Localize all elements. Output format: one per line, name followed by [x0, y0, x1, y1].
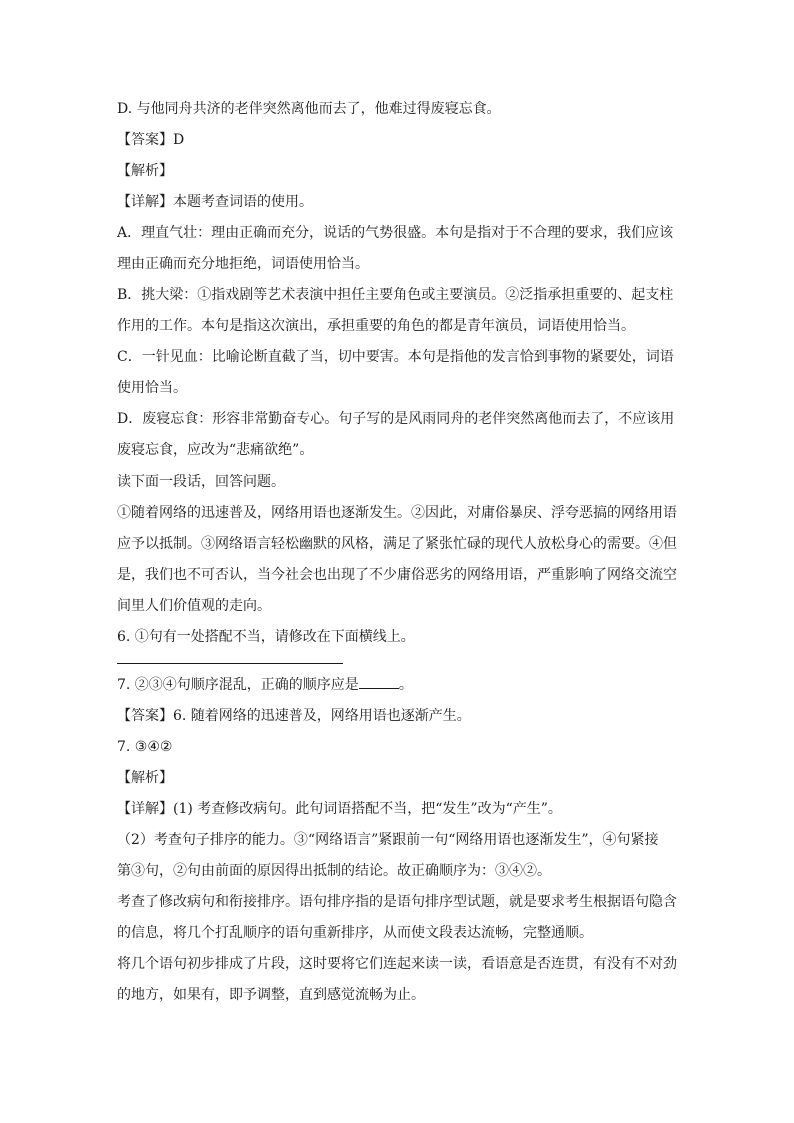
analysis-heading: 【解析】 [117, 163, 173, 179]
summary-line-3: 将几个语句初步排成了片段，这时要将它们连起来读一读，看语意是否连贯，有没有不对劲 [117, 956, 677, 972]
summary-line-1: 考查了修改病句和衔接排序。语句排序指的是语句排序型试题，就是要求考生根据语句隐含 [117, 894, 677, 910]
explain-c-line-1: C．一针见血：比喻论断直截了当，切中要害。本句是指他的发言恰到事物的紧要处，词语 [117, 349, 674, 365]
answer-7: 7. ③④② [117, 739, 173, 755]
answer-6: 【答案】6. 随着网络的迅速普及，网络用语也逐渐产生。 [117, 708, 471, 724]
passage-line-4: 间里人们价值观的走向。 [117, 598, 271, 614]
question-7-blank [359, 676, 399, 689]
detail-2-line-2: 第③句，②句由前面的原因得出抵制的结论。故正确顺序为：③④②。 [117, 863, 551, 879]
document-page [117, 98, 677, 1006]
explain-c-line-2: 使用恰当。 [117, 380, 187, 396]
question-7 [117, 674, 677, 696]
reading-instruction: 读下面一段话，回答问题。 [117, 474, 285, 490]
answer-label: 【答案】D [117, 132, 185, 148]
detail-intro: 【详解】本题考查词语的使用。 [117, 194, 313, 210]
explain-d-line-2: 废寝忘食，应改为“悲痛欲绝”。 [117, 442, 314, 458]
explain-b-line-2: 作用的工作。本句是指这次演出，承担重要的角色的都是青年演员，词语使用恰当。 [117, 318, 635, 334]
analysis-heading-2: 【解析】 [117, 770, 173, 786]
question-7-suffix: 。 [398, 677, 413, 693]
detail-2-line-1: （2）考查句子排序的能力。③“网络语言”紧跟前一句“网络用语也逐渐发生”，④句紧接 [117, 832, 659, 848]
answer-blank-line [117, 662, 343, 664]
question-6: 6. ①句有一处搭配不当，请修改在下面横线上。 [117, 629, 415, 645]
explain-a-line-2: 理由正确而充分地拒绝，词语使用恰当。 [117, 256, 369, 272]
explain-a-line-1: A．理直气壮：理由正确而充分，说话的气势很盛。本句是指对于不合理的要求，我们应该 [117, 225, 674, 241]
summary-line-2: 的信息，将几个打乱顺序的语句重新排序，从而使文段表达流畅，完整通顺。 [117, 925, 593, 941]
passage-line-2: 应予以抵制。③网络语言轻松幽默的风格，满足了紧张忙碌的现代人放松身心的需要。④但 [117, 536, 677, 552]
summary-line-4: 的地方，如果有，即予调整，直到感觉流畅为止。 [117, 987, 425, 1003]
explain-d-line-1: D．废寝忘食：形容非常勤奋专心。句子写的是风雨同舟的老伴突然离他而去了，不应该用 [117, 411, 675, 427]
passage-line-1: ①随着网络的迅速普及，网络用语也逐渐发生。②因此，对庸俗暴戾、浮夸恶搞的网络用语 [117, 505, 677, 521]
question-7-text: 7. ②③④句顺序混乱，正确的顺序应是 [117, 677, 359, 693]
option-d: D. 与他同舟共济的老伴突然离他而去了，他难过得废寝忘食。 [117, 101, 501, 117]
passage-line-3: 是，我们也不可否认，当今社会也出现了不少庸俗恶劣的网络用语，严重影响了网络交流空 [117, 567, 677, 583]
explain-b-line-1: B．挑大梁：①指戏剧等艺术表演中担任主要角色或主要演员。②泛指承担重要的、起支柱 [117, 287, 674, 303]
detail-1: 【详解】(1) 考查修改病句。此句词语搭配不当，把“发生”改为“产生”。 [117, 801, 562, 817]
